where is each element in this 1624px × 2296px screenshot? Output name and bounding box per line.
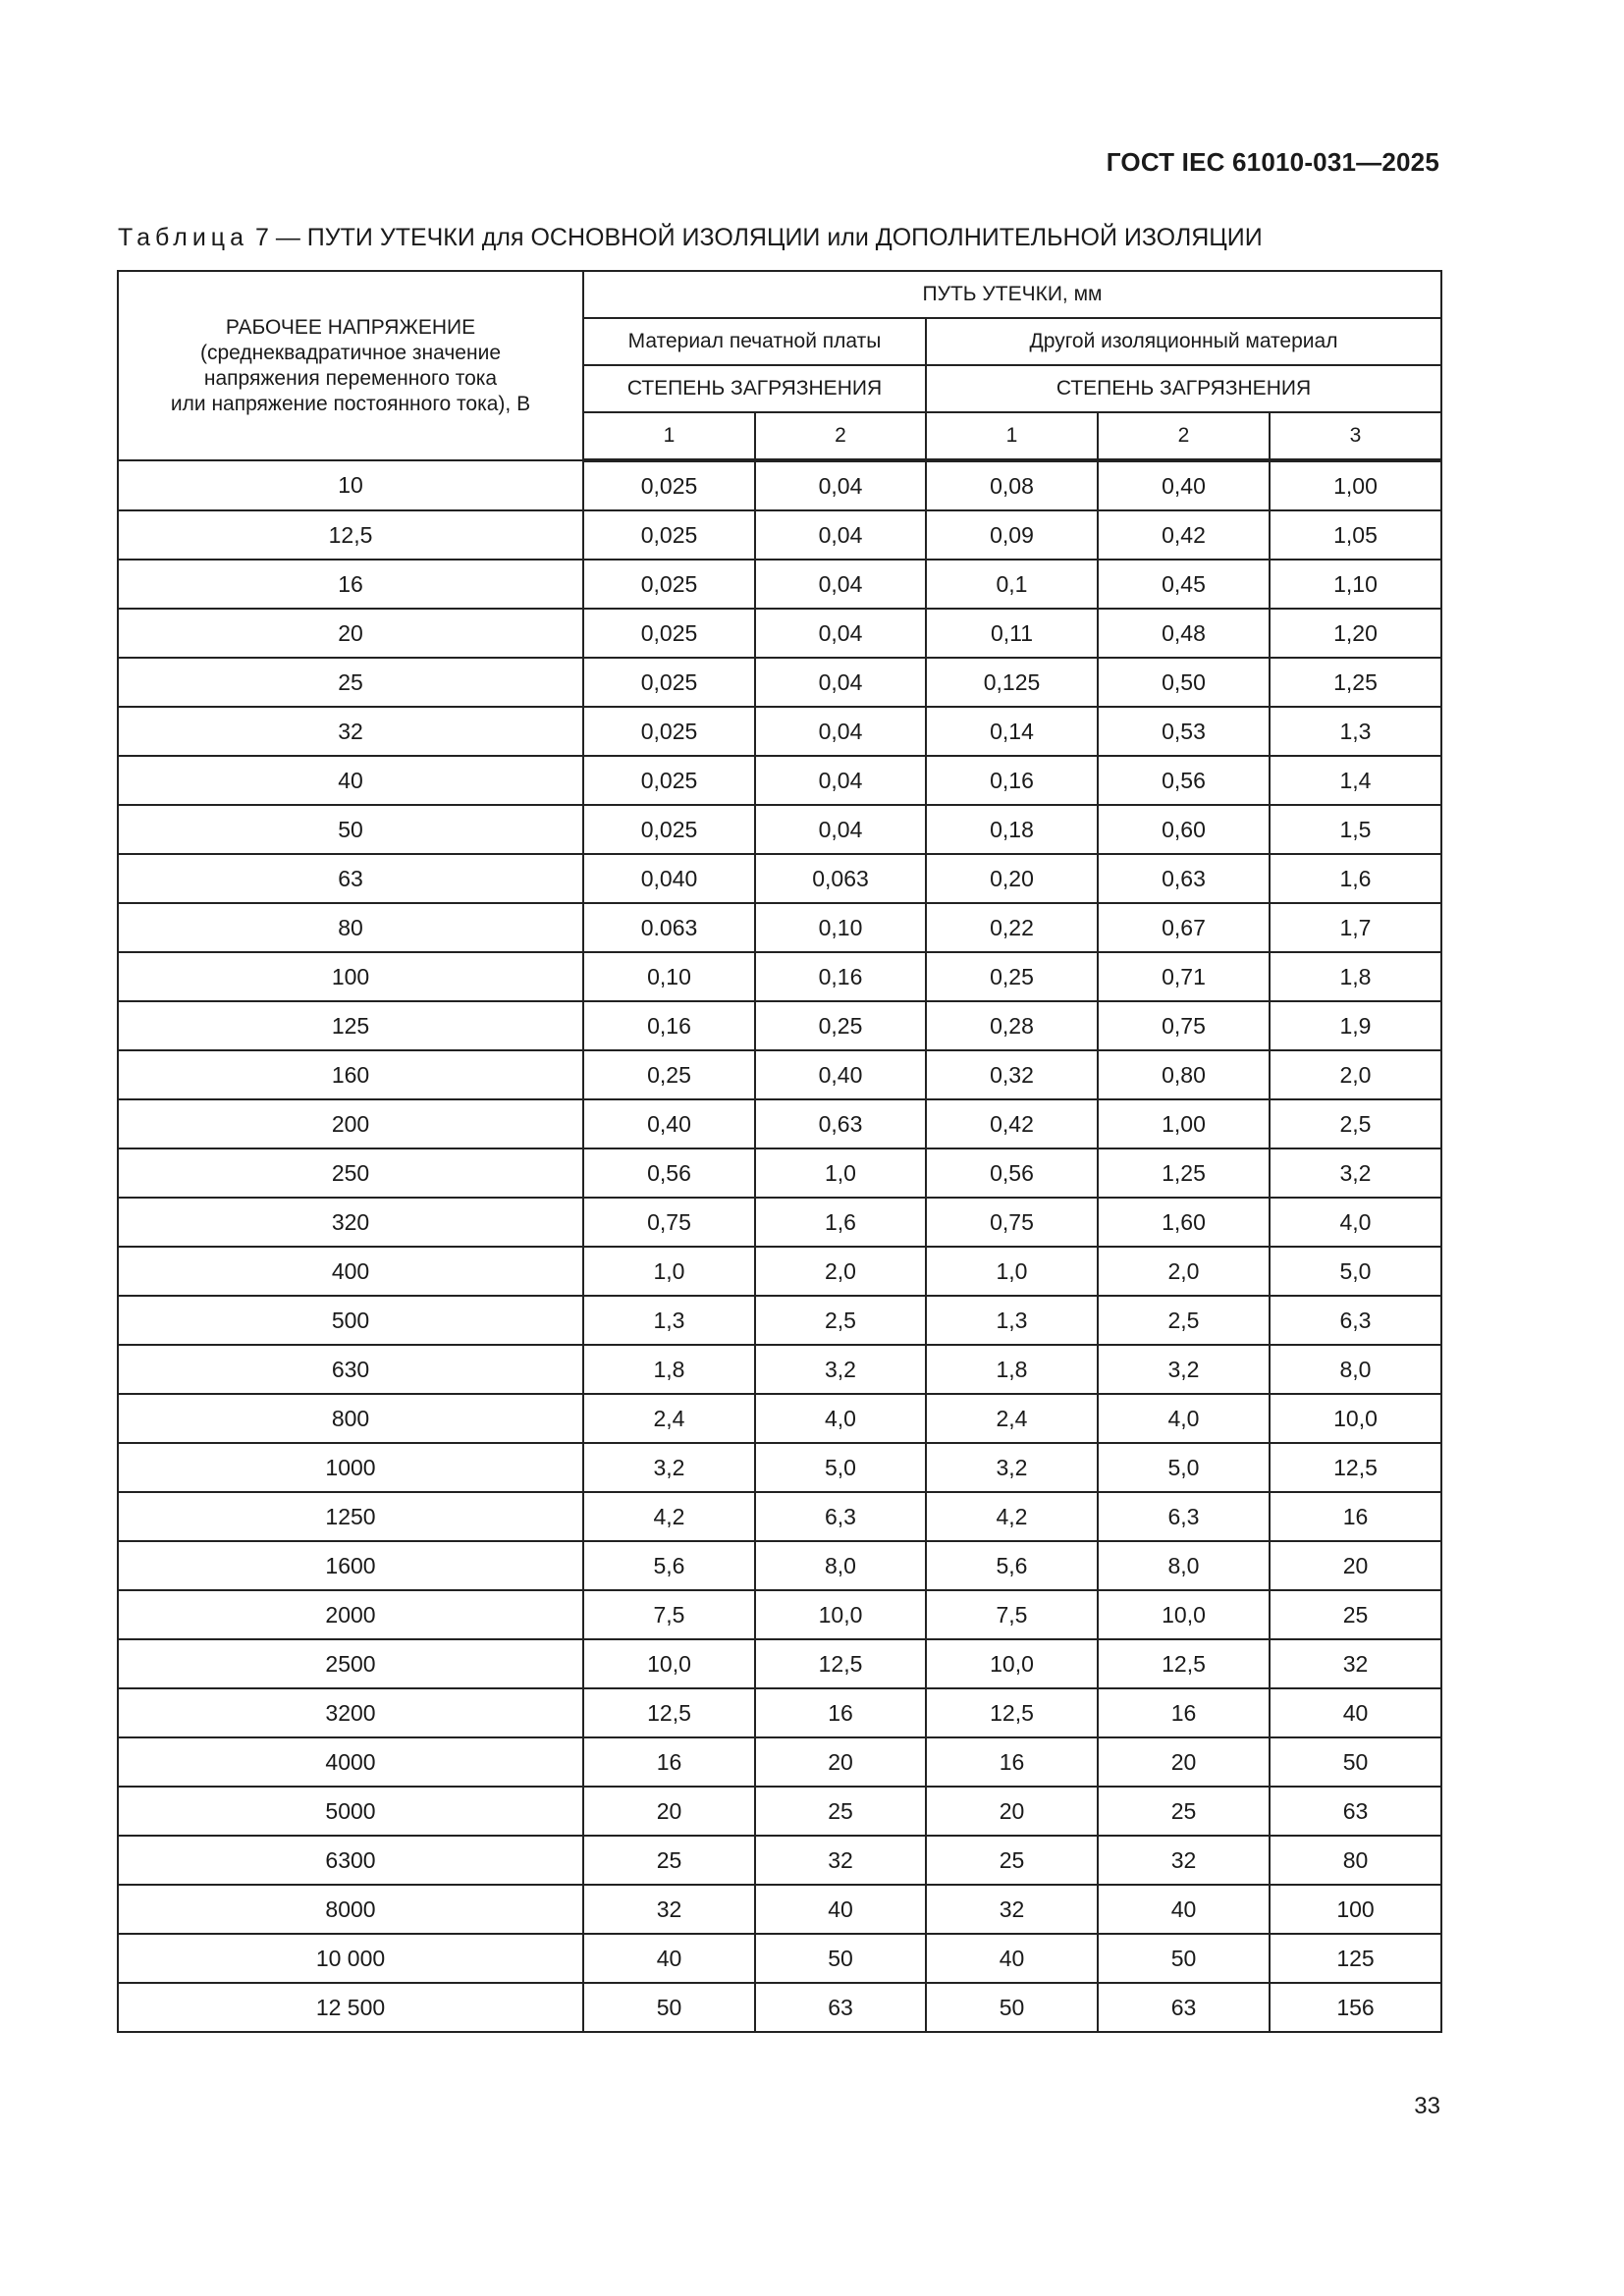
other-material-header: Другой изоляционный материал — [926, 318, 1441, 365]
voltage-cell: 630 — [118, 1345, 583, 1394]
creepage-cell: 40 — [1270, 1688, 1441, 1737]
voltage-cell: 25 — [118, 658, 583, 707]
creepage-cell: 7,5 — [583, 1590, 755, 1639]
creepage-cell: 1,8 — [1270, 952, 1441, 1001]
creepage-cell: 0,67 — [1098, 903, 1270, 952]
creepage-cell: 125 — [1270, 1934, 1441, 1983]
creepage-cell: 0,25 — [755, 1001, 926, 1050]
creepage-cell: 0,08 — [926, 460, 1098, 510]
creepage-cell: 0,28 — [926, 1001, 1098, 1050]
creepage-cell: 0,04 — [755, 756, 926, 805]
creepage-cell: 5,0 — [1270, 1247, 1441, 1296]
creepage-cell: 0,75 — [926, 1198, 1098, 1247]
creepage-cell: 1,60 — [1098, 1198, 1270, 1247]
creepage-cell: 0,48 — [1098, 609, 1270, 658]
creepage-cell: 0,25 — [926, 952, 1098, 1001]
creepage-cell: 80 — [1270, 1836, 1441, 1885]
creepage-cell: 1,25 — [1098, 1148, 1270, 1198]
table-row — [118, 903, 1441, 952]
creepage-cell: 50 — [1270, 1737, 1441, 1787]
voltage-cell: 40 — [118, 756, 583, 805]
creepage-cell: 0.063 — [583, 903, 755, 952]
creepage-cell: 50 — [755, 1934, 926, 1983]
creepage-cell: 0,20 — [926, 854, 1098, 903]
voltage-cell: 125 — [118, 1001, 583, 1050]
voltage-cell: 160 — [118, 1050, 583, 1099]
creepage-cell: 1,3 — [926, 1296, 1098, 1345]
creepage-cell: 3,2 — [1270, 1148, 1441, 1198]
creepage-cell: 2,5 — [1270, 1099, 1441, 1148]
creepage-cell: 0,04 — [755, 510, 926, 560]
creepage-cell: 0,63 — [1098, 854, 1270, 903]
table-row — [118, 1639, 1441, 1688]
creepage-cell: 5,0 — [755, 1443, 926, 1492]
table-row — [118, 1001, 1441, 1050]
creepage-cell: 25 — [583, 1836, 755, 1885]
creepage-cell: 0,60 — [1098, 805, 1270, 854]
degree-label: 1 — [583, 412, 755, 460]
creepage-cell: 32 — [583, 1885, 755, 1934]
creepage-cell: 12,5 — [1270, 1443, 1441, 1492]
creepage-cell: 1,8 — [926, 1345, 1098, 1394]
creepage-cell: 5,6 — [583, 1541, 755, 1590]
creepage-cell: 0,53 — [1098, 707, 1270, 756]
creepage-cell: 0,75 — [583, 1198, 755, 1247]
creepage-cell: 0,75 — [1098, 1001, 1270, 1050]
table-row — [118, 1983, 1441, 2032]
creepage-cell: 4,0 — [755, 1394, 926, 1443]
creepage-cell: 20 — [926, 1787, 1098, 1836]
creepage-cell: 16 — [755, 1688, 926, 1737]
creepage-cell: 0,63 — [755, 1099, 926, 1148]
working-voltage-header — [118, 271, 583, 460]
creepage-cell: 10,0 — [926, 1639, 1098, 1688]
creepage-cell: 2,5 — [755, 1296, 926, 1345]
table-row — [118, 1590, 1441, 1639]
creepage-cell: 5,6 — [926, 1541, 1098, 1590]
table-row — [118, 1247, 1441, 1296]
pcb-material-header: Материал печатной платы — [583, 318, 926, 365]
table-row — [118, 1443, 1441, 1492]
voltage-cell: 5000 — [118, 1787, 583, 1836]
creepage-cell: 40 — [926, 1934, 1098, 1983]
creepage-cell: 0,09 — [926, 510, 1098, 560]
creepage-cell: 20 — [755, 1737, 926, 1787]
creepage-cell: 25 — [926, 1836, 1098, 1885]
creepage-cell: 2,0 — [1098, 1247, 1270, 1296]
creepage-cell: 63 — [1270, 1787, 1441, 1836]
creepage-cell: 4,2 — [926, 1492, 1098, 1541]
table-row — [118, 756, 1441, 805]
creepage-cell: 0,25 — [583, 1050, 755, 1099]
table-row — [118, 805, 1441, 854]
table-row — [118, 1148, 1441, 1198]
creepage-cell: 0,025 — [583, 609, 755, 658]
voltage-cell: 2500 — [118, 1639, 583, 1688]
table-row — [118, 952, 1441, 1001]
creepage-cell: 1,4 — [1270, 756, 1441, 805]
creepage-cell: 0,45 — [1098, 560, 1270, 609]
voltage-cell: 200 — [118, 1099, 583, 1148]
degree-label: 3 — [1270, 412, 1441, 460]
voltage-cell: 320 — [118, 1198, 583, 1247]
creepage-cell: 2,0 — [1270, 1050, 1441, 1099]
creepage-cell: 0,025 — [583, 460, 755, 510]
creepage-cell: 0,56 — [583, 1148, 755, 1198]
creepage-cell: 1,20 — [1270, 609, 1441, 658]
table-caption-label: Таблица — [118, 224, 249, 251]
creepage-cell: 0,32 — [926, 1050, 1098, 1099]
creepage-cell: 4,2 — [583, 1492, 755, 1541]
creepage-cell: 0,40 — [583, 1099, 755, 1148]
voltage-cell: 1600 — [118, 1541, 583, 1590]
voltage-cell: 4000 — [118, 1737, 583, 1787]
creepage-cell: 16 — [583, 1737, 755, 1787]
table-row — [118, 1836, 1441, 1885]
creepage-cell: 0,063 — [755, 854, 926, 903]
creepage-cell: 0,10 — [583, 952, 755, 1001]
degree-label: 2 — [755, 412, 926, 460]
table-row — [118, 1934, 1441, 1983]
creepage-cell: 1,10 — [1270, 560, 1441, 609]
table-row — [118, 560, 1441, 609]
creepage-cell: 0,125 — [926, 658, 1098, 707]
voltage-header-line2: (среднеквадратичное значение — [199, 341, 501, 364]
creepage-cell: 2,4 — [926, 1394, 1098, 1443]
creepage-cell: 0,16 — [583, 1001, 755, 1050]
table-body — [118, 460, 1441, 2032]
creepage-cell: 2,5 — [1098, 1296, 1270, 1345]
creepage-cell: 0,10 — [755, 903, 926, 952]
creepage-cell: 63 — [755, 1983, 926, 2032]
creepage-cell: 6,3 — [1270, 1296, 1441, 1345]
creepage-cell: 0,42 — [1098, 510, 1270, 560]
creepage-cell: 0,22 — [926, 903, 1098, 952]
creepage-cell: 0,40 — [755, 1050, 926, 1099]
creepage-cell: 32 — [926, 1885, 1098, 1934]
creepage-cell: 0,50 — [1098, 658, 1270, 707]
creepage-cell: 20 — [583, 1787, 755, 1836]
creepage-cell: 8,0 — [1098, 1541, 1270, 1590]
table-row — [118, 1345, 1441, 1394]
table-row — [118, 460, 1441, 510]
voltage-cell: 250 — [118, 1148, 583, 1198]
creepage-cell: 3,2 — [1098, 1345, 1270, 1394]
creepage-cell: 12,5 — [926, 1688, 1098, 1737]
creepage-cell: 3,2 — [755, 1345, 926, 1394]
voltage-cell: 20 — [118, 609, 583, 658]
creepage-cell: 0,14 — [926, 707, 1098, 756]
creepage-cell: 25 — [1098, 1787, 1270, 1836]
voltage-header-line3: напряжения переменного тока — [203, 366, 498, 390]
creepage-cell: 25 — [1270, 1590, 1441, 1639]
voltage-cell: 100 — [118, 952, 583, 1001]
voltage-cell: 6300 — [118, 1836, 583, 1885]
creepage-cell: 0,04 — [755, 707, 926, 756]
creepage-cell: 6,3 — [755, 1492, 926, 1541]
creepage-cell: 32 — [755, 1836, 926, 1885]
table-row — [118, 609, 1441, 658]
creepage-cell: 3,2 — [583, 1443, 755, 1492]
creepage-cell: 10,0 — [1098, 1590, 1270, 1639]
voltage-cell: 1250 — [118, 1492, 583, 1541]
creepage-distance-header: ПУТЬ УТЕЧКИ, мм — [583, 271, 1441, 318]
table-row — [118, 1787, 1441, 1836]
creepage-cell: 5,0 — [1098, 1443, 1270, 1492]
table-row — [118, 707, 1441, 756]
creepage-cell: 12,5 — [1098, 1639, 1270, 1688]
creepage-cell: 100 — [1270, 1885, 1441, 1934]
creepage-cell: 0,04 — [755, 460, 926, 510]
creepage-cell: 1,00 — [1098, 1099, 1270, 1148]
voltage-cell: 10 000 — [118, 1934, 583, 1983]
creepage-cell: 16 — [926, 1737, 1098, 1787]
creepage-cell: 0,56 — [926, 1148, 1098, 1198]
creepage-cell: 63 — [1098, 1983, 1270, 2032]
creepage-cell: 40 — [583, 1934, 755, 1983]
creepage-cell: 2,4 — [583, 1394, 755, 1443]
creepage-cell: 4,0 — [1270, 1198, 1441, 1247]
voltage-cell: 80 — [118, 903, 583, 952]
table-row — [118, 510, 1441, 560]
page-number: 33 — [1414, 2093, 1440, 2119]
table-row — [118, 658, 1441, 707]
creepage-cell: 20 — [1270, 1541, 1441, 1590]
voltage-cell: 8000 — [118, 1885, 583, 1934]
degree-label: 2 — [1098, 412, 1270, 460]
table-caption — [118, 224, 1263, 252]
creepage-cell: 0,040 — [583, 854, 755, 903]
creepage-cell: 0,025 — [583, 707, 755, 756]
creepage-cell: 1,6 — [1270, 854, 1441, 903]
table-row — [118, 1737, 1441, 1787]
document-code: ГОСТ IEC 61010-031—2025 — [1106, 147, 1439, 177]
table-row — [118, 1688, 1441, 1737]
creepage-cell: 4,0 — [1098, 1394, 1270, 1443]
table-row — [118, 1050, 1441, 1099]
creepage-cell: 8,0 — [755, 1541, 926, 1590]
creepage-cell: 1,6 — [755, 1198, 926, 1247]
creepage-cell: 7,5 — [926, 1590, 1098, 1639]
table-row — [118, 1541, 1441, 1590]
voltage-cell: 1000 — [118, 1443, 583, 1492]
creepage-cell: 0,56 — [1098, 756, 1270, 805]
creepage-cell: 10,0 — [1270, 1394, 1441, 1443]
creepage-cell: 0,025 — [583, 805, 755, 854]
creepage-cell: 1,3 — [583, 1296, 755, 1345]
creepage-cell: 0,025 — [583, 658, 755, 707]
creepage-cell: 0,04 — [755, 805, 926, 854]
creepage-cell: 12,5 — [583, 1688, 755, 1737]
creepage-cell: 0,04 — [755, 560, 926, 609]
creepage-cell: 0,42 — [926, 1099, 1098, 1148]
table-caption-text: 7 — ПУТИ УТЕЧКИ для ОСНОВНОЙ ИЗОЛЯЦИИ или ДОПОЛНИТЕЛЬНОЙ ИЗОЛЯЦИИ — [254, 224, 1263, 251]
voltage-cell: 800 — [118, 1394, 583, 1443]
voltage-cell: 50 — [118, 805, 583, 854]
table-row — [118, 854, 1441, 903]
creepage-cell: 1,5 — [1270, 805, 1441, 854]
creepage-cell: 2,0 — [755, 1247, 926, 1296]
creepage-cell: 32 — [1270, 1639, 1441, 1688]
creepage-cell: 10,0 — [755, 1590, 926, 1639]
creepage-cell: 1,00 — [1270, 460, 1441, 510]
creepage-cell: 1,8 — [583, 1345, 755, 1394]
creepage-cell: 40 — [755, 1885, 926, 1934]
creepage-cell: 8,0 — [1270, 1345, 1441, 1394]
table-row — [118, 1296, 1441, 1345]
creepage-cell: 0,025 — [583, 510, 755, 560]
creepage-cell: 156 — [1270, 1983, 1441, 2032]
table-row — [118, 1492, 1441, 1541]
creepage-cell: 32 — [1098, 1836, 1270, 1885]
creepage-cell: 1,0 — [583, 1247, 755, 1296]
creepage-cell: 16 — [1270, 1492, 1441, 1541]
creepage-cell: 0,80 — [1098, 1050, 1270, 1099]
voltage-cell: 63 — [118, 854, 583, 903]
creepage-cell: 0,025 — [583, 756, 755, 805]
creepage-cell: 25 — [755, 1787, 926, 1836]
table-row — [118, 1198, 1441, 1247]
creepage-cell: 40 — [1098, 1885, 1270, 1934]
creepage-cell: 6,3 — [1098, 1492, 1270, 1541]
pcb-pollution-degree-header: СТЕПЕНЬ ЗАГРЯЗНЕНИЯ — [583, 365, 926, 412]
creepage-cell: 12,5 — [755, 1639, 926, 1688]
creepage-cell: 50 — [583, 1983, 755, 2032]
voltage-cell: 500 — [118, 1296, 583, 1345]
table-row — [118, 1394, 1441, 1443]
creepage-cell: 3,2 — [926, 1443, 1098, 1492]
creepage-cell: 1,25 — [1270, 658, 1441, 707]
creepage-cell: 1,05 — [1270, 510, 1441, 560]
voltage-cell: 12 500 — [118, 1983, 583, 2032]
voltage-header-line1: РАБОЧЕЕ НАПРЯЖЕНИЕ — [225, 315, 476, 339]
voltage-cell: 12,5 — [118, 510, 583, 560]
creepage-cell: 0,16 — [926, 756, 1098, 805]
creepage-cell: 1,0 — [926, 1247, 1098, 1296]
creepage-cell: 0,025 — [583, 560, 755, 609]
voltage-header-line4: или напряжение постоянного тока), В — [170, 392, 531, 415]
degree-label: 1 — [926, 412, 1098, 460]
voltage-cell: 2000 — [118, 1590, 583, 1639]
other-pollution-degree-header: СТЕПЕНЬ ЗАГРЯЗНЕНИЯ — [926, 365, 1441, 412]
creepage-cell: 16 — [1098, 1688, 1270, 1737]
creepage-cell: 0,04 — [755, 658, 926, 707]
creepage-cell: 50 — [926, 1983, 1098, 2032]
creepage-cell: 50 — [1098, 1934, 1270, 1983]
voltage-cell: 400 — [118, 1247, 583, 1296]
creepage-cell: 0,71 — [1098, 952, 1270, 1001]
creepage-cell: 1,9 — [1270, 1001, 1441, 1050]
creepage-cell: 0,1 — [926, 560, 1098, 609]
voltage-cell: 32 — [118, 707, 583, 756]
creepage-table — [117, 270, 1442, 2033]
voltage-cell: 3200 — [118, 1688, 583, 1737]
creepage-cell: 1,3 — [1270, 707, 1441, 756]
voltage-cell: 10 — [118, 460, 583, 510]
creepage-cell: 0,18 — [926, 805, 1098, 854]
voltage-cell: 16 — [118, 560, 583, 609]
creepage-cell: 0,04 — [755, 609, 926, 658]
creepage-cell: 1,7 — [1270, 903, 1441, 952]
table-row — [118, 1099, 1441, 1148]
creepage-cell: 20 — [1098, 1737, 1270, 1787]
creepage-cell: 10,0 — [583, 1639, 755, 1688]
table-header — [118, 271, 1441, 460]
creepage-cell: 0,40 — [1098, 460, 1270, 510]
table-row — [118, 1885, 1441, 1934]
creepage-cell: 0,16 — [755, 952, 926, 1001]
creepage-cell: 1,0 — [755, 1148, 926, 1198]
creepage-cell: 0,11 — [926, 609, 1098, 658]
